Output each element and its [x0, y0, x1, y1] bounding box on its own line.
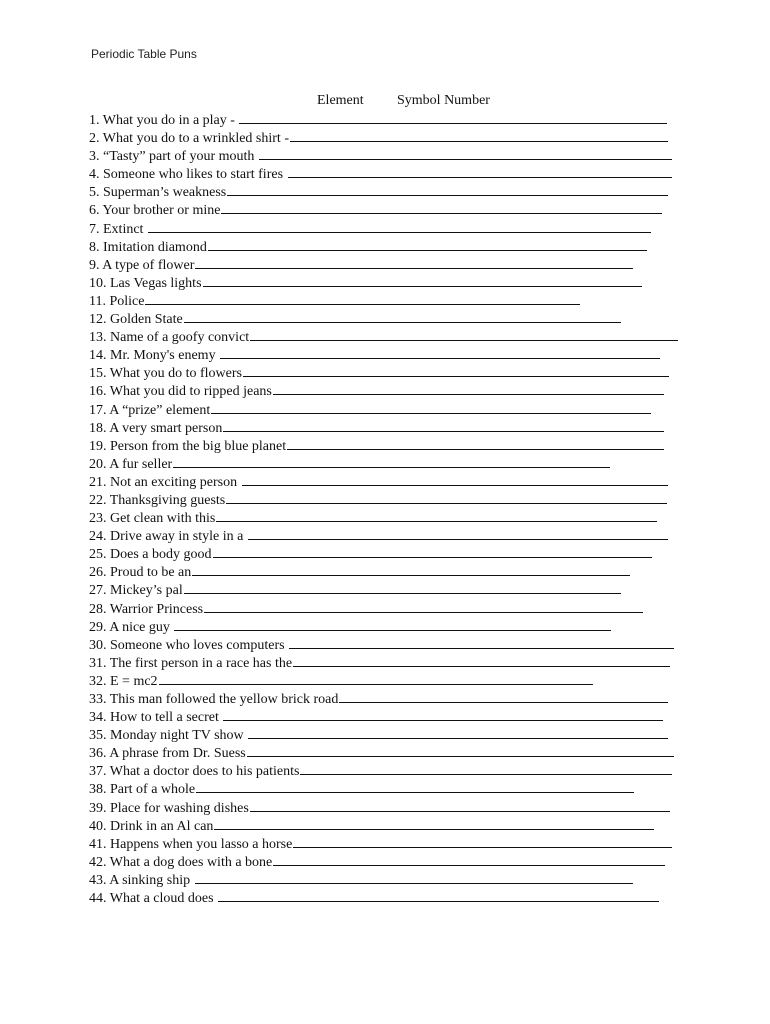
question-row: [89, 275, 689, 293]
answer-blank-line[interactable]: [196, 781, 634, 793]
question-row: [89, 293, 689, 311]
answer-blank-line[interactable]: [289, 637, 674, 649]
answer-blank-line[interactable]: [300, 763, 672, 775]
question-row: [89, 546, 689, 564]
question-text: 40. Drink in an Al can: [89, 818, 214, 834]
question-row: [89, 872, 689, 890]
question-text: 22. Thanksgiving guests: [89, 492, 226, 508]
question-text: 3. “Tasty” part of your mouth: [89, 149, 258, 165]
question-text: 1. What you do in a play -: [89, 113, 239, 128]
answer-blank-line[interactable]: [223, 709, 663, 721]
answer-blank-line[interactable]: [226, 492, 667, 504]
question-text: 32. E = mc2: [89, 673, 158, 689]
question-row: [89, 655, 689, 673]
question-text: 24. Drive away in style in a: [89, 529, 247, 545]
question-row: [89, 619, 689, 637]
answer-blank-line[interactable]: [288, 166, 672, 178]
answer-blank-line[interactable]: [221, 202, 662, 214]
question-text: 19. Person from the big blue planet: [89, 438, 287, 454]
answer-blank-line[interactable]: [213, 546, 653, 558]
answer-blank-line[interactable]: [273, 854, 665, 866]
question-row: [89, 492, 689, 510]
question-text: 10. Las Vegas lights: [89, 275, 202, 291]
question-text: 4. Someone who likes to start fires: [89, 167, 287, 183]
question-row: [89, 582, 689, 600]
question-text: 23. Get clean with this: [89, 511, 216, 527]
answer-blank-line[interactable]: [214, 818, 654, 830]
question-row: [89, 818, 689, 836]
question-text: 12. Golden State: [89, 312, 183, 328]
question-row: [89, 800, 689, 818]
question-list: [89, 112, 689, 908]
answer-blank-line[interactable]: [216, 510, 657, 522]
question-row: [89, 836, 689, 854]
answer-blank-line[interactable]: [250, 800, 670, 812]
answer-blank-line[interactable]: [148, 221, 651, 233]
answer-blank-line[interactable]: [248, 528, 668, 540]
question-text: 14. Mr. Mony's enemy: [89, 348, 220, 364]
answer-blank-line[interactable]: [273, 383, 664, 395]
answer-blank-line[interactable]: [195, 257, 633, 269]
question-text: 11. Police: [89, 293, 145, 309]
question-row: [89, 329, 689, 347]
question-text: 30. Someone who loves computers: [89, 637, 289, 653]
answer-blank-line[interactable]: [204, 601, 643, 613]
question-row: [89, 673, 689, 691]
answer-blank-line[interactable]: [290, 130, 668, 142]
column-header-symbol-number: Symbol Number: [397, 93, 490, 108]
question-row: [89, 564, 689, 582]
answer-blank-line[interactable]: [195, 872, 633, 884]
answer-blank-line[interactable]: [211, 402, 651, 414]
question-text: 28. Warrior Princess: [89, 601, 204, 617]
answer-blank-line[interactable]: [242, 474, 668, 486]
answer-blank-line[interactable]: [145, 293, 580, 305]
answer-blank-line[interactable]: [173, 456, 610, 468]
answer-blank-line[interactable]: [220, 347, 660, 359]
column-headers: [0, 93, 770, 113]
question-row: [89, 383, 689, 401]
answer-blank-line[interactable]: [287, 438, 664, 450]
question-row: [89, 221, 689, 239]
answer-blank-line[interactable]: [239, 112, 667, 124]
question-row: [89, 112, 689, 130]
page-title: Periodic Table Puns: [91, 47, 197, 61]
answer-blank-line[interactable]: [192, 564, 630, 576]
question-text: 8. Imitation diamond: [89, 239, 207, 255]
question-text: 34. How to tell a secret: [89, 710, 223, 726]
question-text: 38. Part of a whole: [89, 782, 196, 798]
question-text: 37. What a doctor does to his patients: [89, 764, 300, 780]
question-text: 39. Place for washing dishes: [89, 800, 249, 816]
answer-blank-line[interactable]: [223, 420, 664, 432]
question-row: [89, 745, 689, 763]
question-row: [89, 184, 689, 202]
question-row: [89, 763, 689, 781]
answer-blank-line[interactable]: [293, 655, 670, 667]
question-row: [89, 474, 689, 492]
question-row: [89, 148, 689, 166]
question-text: 41. Happens when you lasso a horse: [89, 836, 293, 852]
question-row: [89, 347, 689, 365]
question-row: [89, 781, 689, 799]
column-header-element: Element: [317, 93, 364, 108]
question-text: 21. Not an exciting person: [89, 474, 241, 490]
answer-blank-line[interactable]: [293, 836, 672, 848]
question-text: 5. Superman’s weakness: [89, 185, 227, 201]
question-row: [89, 709, 689, 727]
question-text: 6. Your brother or mine: [89, 203, 221, 219]
answer-blank-line[interactable]: [184, 311, 621, 323]
answer-blank-line[interactable]: [159, 673, 593, 685]
question-text: 33. This man followed the yellow brick road: [89, 692, 339, 707]
answer-blank-line[interactable]: [218, 890, 659, 902]
answer-blank-line[interactable]: [203, 275, 642, 287]
answer-blank-line[interactable]: [227, 184, 668, 196]
question-row: [89, 456, 689, 474]
question-text: 9. A type of flower: [89, 257, 195, 273]
answer-blank-line[interactable]: [184, 582, 621, 594]
question-text: 42. What a dog does with a bone: [89, 854, 273, 870]
answer-blank-line[interactable]: [250, 329, 678, 341]
question-row: [89, 510, 689, 528]
question-text: 27. Mickey’s pal: [89, 583, 183, 599]
question-text: 26. Proud to be an: [89, 565, 192, 581]
question-text: 36. A phrase from Dr. Suess: [89, 746, 246, 762]
question-row: [89, 202, 689, 220]
question-row: [89, 420, 689, 438]
question-row: [89, 365, 689, 383]
question-text: 2. What you do to a wrinkled shirt -: [89, 131, 289, 147]
question-text: 13. Name of a goofy convict: [89, 330, 250, 346]
question-row: [89, 257, 689, 275]
question-row: [89, 637, 689, 655]
question-row: [89, 402, 689, 420]
question-row: [89, 691, 689, 709]
answer-blank-line[interactable]: [339, 691, 668, 703]
question-row: [89, 239, 689, 257]
question-text: 17. A “prize” element: [89, 402, 211, 418]
question-row: [89, 166, 689, 184]
question-text: 25. Does a body good: [89, 547, 212, 563]
question-text: 43. A sinking ship: [89, 872, 194, 888]
question-text: 7. Extinct: [89, 221, 147, 237]
question-row: [89, 438, 689, 456]
question-text: 35. Monday night TV show: [89, 728, 248, 744]
question-text: 31. The first person in a race has the: [89, 655, 293, 671]
question-text: 44. What a cloud does: [89, 891, 218, 907]
question-row: [89, 130, 689, 148]
question-text: 18. A very smart person: [89, 420, 223, 436]
answer-blank-line[interactable]: [174, 619, 611, 631]
question-text: 20. A fur seller: [89, 456, 173, 472]
answer-blank-line[interactable]: [208, 239, 647, 251]
question-row: [89, 854, 689, 872]
question-row: [89, 890, 689, 908]
answer-blank-line[interactable]: [243, 365, 669, 377]
question-row: [89, 601, 689, 619]
question-row: [89, 311, 689, 329]
question-text: 29. A nice guy: [89, 619, 174, 635]
question-text: 15. What you do to flowers: [89, 366, 242, 382]
answer-blank-line[interactable]: [248, 727, 668, 739]
answer-blank-line[interactable]: [259, 148, 672, 160]
question-text: 16. What you did to ripped jeans: [89, 384, 272, 400]
answer-blank-line[interactable]: [247, 745, 674, 757]
question-row: [89, 727, 689, 745]
question-row: [89, 528, 689, 546]
